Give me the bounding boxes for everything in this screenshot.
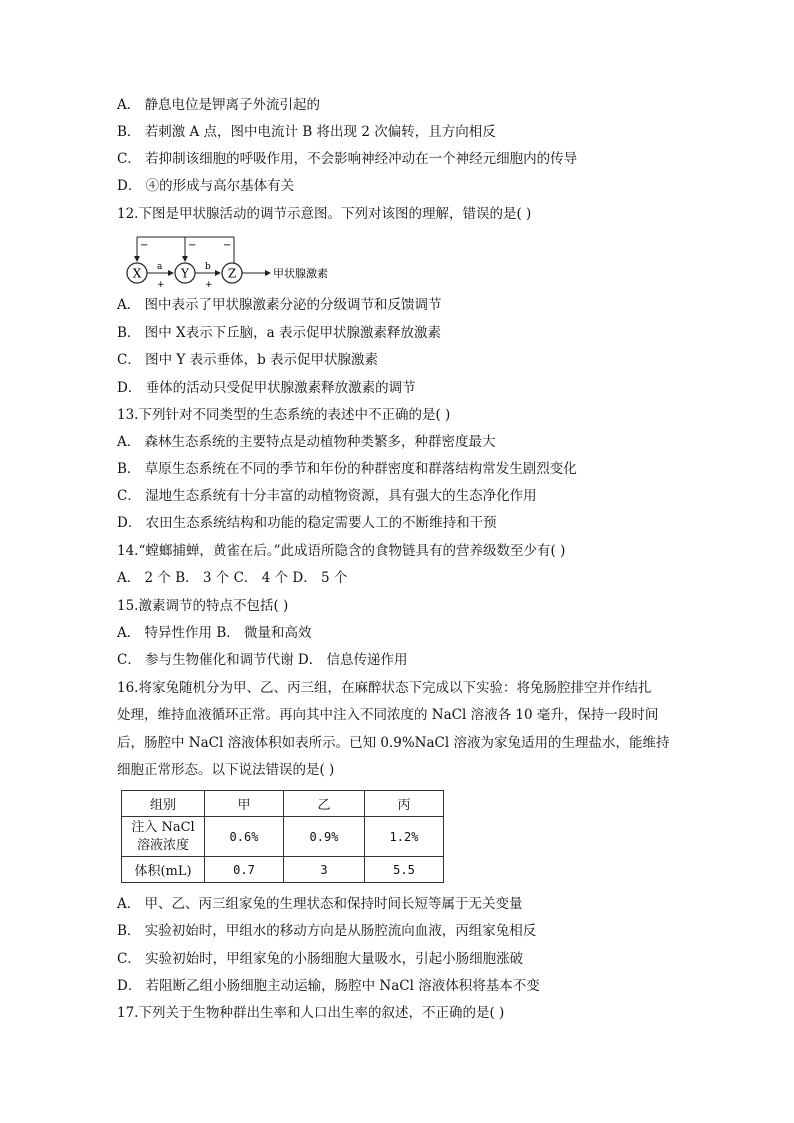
node-x-label: X [132,266,142,281]
q12-option-b: B． 图中 X表示下丘脑，a 表示促甲状腺激素释放激素 [117,325,441,341]
q16-option-c: C． 实验初始时，甲组家兔的小肠细胞大量吸水，引起小肠细胞涨破 [117,951,524,967]
table-row [122,857,444,883]
q14-options: A． 2 个 B． 3 个 C． 4 个 D． 5 个 [117,570,348,586]
q16-option-a: A． 甲、乙、丙三组家兔的生理状态和保持时间长短等属于无关变量 [117,896,523,912]
q11-option-a: A． 静息电位是钾离子外流引起的 [117,97,321,113]
nacl-volume-table [121,790,444,883]
node-y-label: Y [181,266,189,281]
q14-stem: 14.“螳螂捕蝉，黄雀在后。”此成语所隐含的食物链具有的营养级数至少有( ) [117,543,566,559]
q15-stem: 15.激素调节的特点不包括( ) [117,598,289,614]
q16-stem-line: 后，肠腔中 NaCl 溶液体积如表所示。已知 0.9%NaCl 溶液为家兔适用的生理盐水，能维持 [117,735,670,751]
table-header-cell: 甲 [205,791,284,817]
q12-stem: 12.下图是甲状腺活动的调节示意图。下列对该图的理解，错误的是( ) [117,206,532,222]
plus-sign: + [157,280,165,290]
q12-option-c: C． 图中 Y 表示垂体，b 表示促甲状腺激素 [117,352,379,368]
node-z-label: Z [227,266,237,281]
q13-option-a: A． 森林生态系统的主要特点是动植物种类繁多，种群密度最大 [117,434,496,450]
q15-options-cd: C． 参与生物催化和调节代谢 D． 信息传递作用 [117,652,408,668]
row-label-line: 溶液浓度 [136,837,189,853]
table-cell: 5.5 [365,857,444,883]
arrow-label-b: b [205,262,211,272]
table-header-cell: 组别 [122,791,205,817]
minus-sign: − [140,240,149,251]
arrow-label-a: a [157,262,163,272]
q11-option-c: C． 若抑制该细胞的呼吸作用，不会影响神经冲动在一个神经元细胞内的传导 [117,151,578,167]
table-row [122,817,444,857]
q16-stem-line: 16.将家兔随机分为甲、乙、丙三组，在麻醉状态下完成以下实验：将兔肠腔排空并作结扎 [117,680,652,696]
table-cell: 1.2% [365,817,444,857]
table-header-cell: 丙 [365,791,444,817]
q13-option-d: D． 农田生态系统结构和功能的稳定需要人工的不断维持和干预 [117,515,497,531]
q17-stem: 17.下列关于生物种群出生率和人口出生率的叙述，不正确的是( ) [117,1005,505,1021]
row-label-line: 注入 NaCl [131,819,195,835]
q11-option-b: B． 若刺激 A 点，图中电流计 B 将出现 2 次偏转，且方向相反 [117,124,496,140]
q16-option-b: B． 实验初始时，甲组水的移动方向是从肠腔流向血液，丙组家兔相反 [117,923,537,939]
q16-option-d: D． 若阻断乙组小肠细胞主动运输，肠腔中 NaCl 溶液体积将基本不变 [117,978,540,994]
q12-option-d: D． 垂体的活动只受促甲状腺激素释放激素的调节 [117,380,416,396]
q11-option-d: D． ④的形成与高尔基体有关 [117,178,295,194]
q13-option-b: B． 草原生态系统在不同的季节和年份的种群密度和群落结构常发生剧烈变化 [117,461,577,477]
thyroid-regulation-diagram [118,233,348,291]
q12-option-a: A． 图中表示了甲状腺激素分泌的分级调节和反馈调节 [117,297,442,313]
table-cell: 3 [284,857,365,883]
q16-stem-line: 处理，维持血液循环正常。再向其中注入不同浓度的 NaCl 溶液各 10 毫升，保持一段时间 [117,707,659,723]
table-header-cell: 乙 [284,791,365,817]
table-cell: 0.6% [205,817,284,857]
q16-stem-line: 细胞正常形态。以下说法错误的是( ) [117,762,335,778]
table-cell: 0.7 [205,857,284,883]
table-row-label: 体积(mL) [122,857,205,883]
q13-stem: 13.下列针对不同类型的生态系统的表述中不正确的是( ) [117,407,451,423]
q13-option-c: C． 湿地生态系统有十分丰富的动植物资源，具有强大的生态净化作用 [117,488,537,504]
q15-options-ab: A． 特异性作用 B． 微量和高效 [117,625,312,641]
minus-sign: − [223,240,232,251]
table-row-label [122,817,205,857]
minus-sign: − [188,240,197,251]
table-header-row [122,791,444,817]
plus-sign: + [205,280,213,290]
output-label: 甲状腺激素 [273,267,328,280]
table-cell: 0.9% [284,817,365,857]
